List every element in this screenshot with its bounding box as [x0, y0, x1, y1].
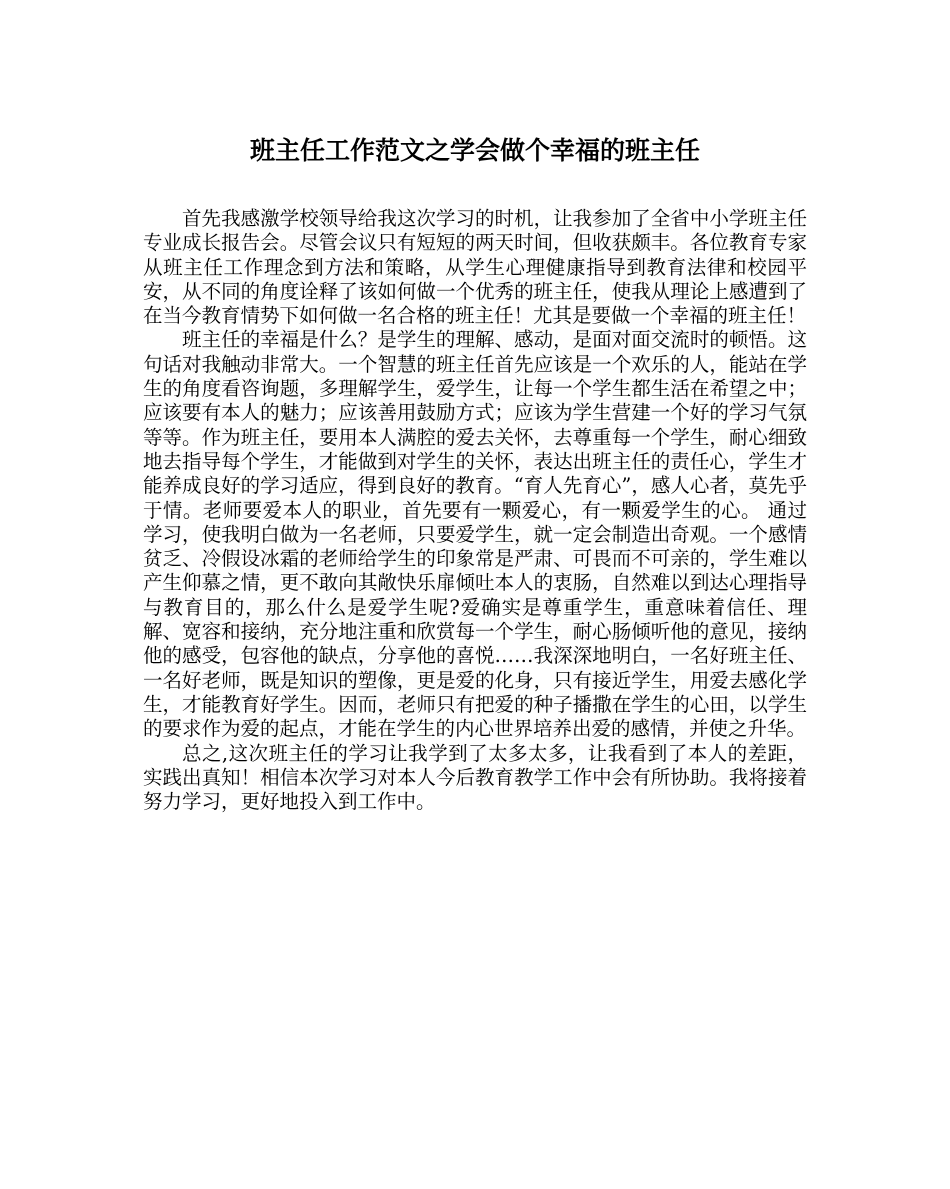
- body-paragraph: 总之,这次班主任的学习让我学到了太多太多，让我看到了本人的差距，实践出真知！相信本次学习对本人今后教育教学工作中会有所协助。我将接着努力学习，更好地投入到工作中。: [143, 741, 807, 814]
- body-paragraph: 首先我感激学校领导给我这次学习的时机，让我参加了全省中小学班主任专业成长报告会。尽管会议只有短短的两天时间，但收获颇丰。各位教育专家从班主任工作理念到方法和策略，从学生心理健康指导到教育法律和校园平安，从不同的角度诠释了该如何做一个优秀的班主任，使我从理论上感遭到了在当今教育情势下如何做一名合格的班主任！尤其是要做一个幸福的班主任！: [143, 207, 807, 328]
- document-body: [143, 207, 807, 814]
- body-paragraph: 班主任的幸福是什么？是学生的理解、感动，是面对面交流时的顿悟。这句话对我触动非常大。一个智慧的班主任首先应该是一个欢乐的人，能站在学生的角度看咨询题，多理解学生，爱学生，让每一个学生都生活在希望之中；应该要有本人的魅力；应该善用鼓励方式；应该为学生营建一个好的学习气氛等等。作为班主任，要用本人满腔的爱去关怀，去尊重每一个学生，耐心细致地去指导每个学生，才能做到对学生的关怀，表达出班主任的责任心，学生才能养成良好的学习适应，得到良好的教育。“育人先育心”，感人心者，莫先乎于情。老师要爱本人的职业，首先要有一颗爱心，有一颗爱学生的心。 通过学习，使我明白做为一名老师，只要爱学生，就一定会制造出奇观。一个感情贫乏、冷假设冰霜的老师给学生的印象常是严肃、可畏而不可亲的，学生难以产生仰慕之情，更不敢向其敞快乐扉倾吐本人的衷肠，自然难以到达心理指导与教育目的，那么什么是爱学生呢?爱确实是尊重学生，重意味着信任、理解、宽容和接纳，充分地注重和欣赏每一个学生，耐心肠倾听他的意见，接纳他的感受，包容他的缺点，分享他的喜悦……我深深地明白，一名好班主任、一名好老师，既是知识的塑像，更是爱的化身，只有接近学生，用爱去感化学生，才能教育好学生。因而，老师只有把爱的种子播撒在学生的心田，以学生的要求作为爱的起点，才能在学生的内心世界培养出爱的感情，并使之升华。: [143, 328, 807, 741]
- document-title: 班主任工作范文之学会做个幸福的班主任: [249, 136, 700, 165]
